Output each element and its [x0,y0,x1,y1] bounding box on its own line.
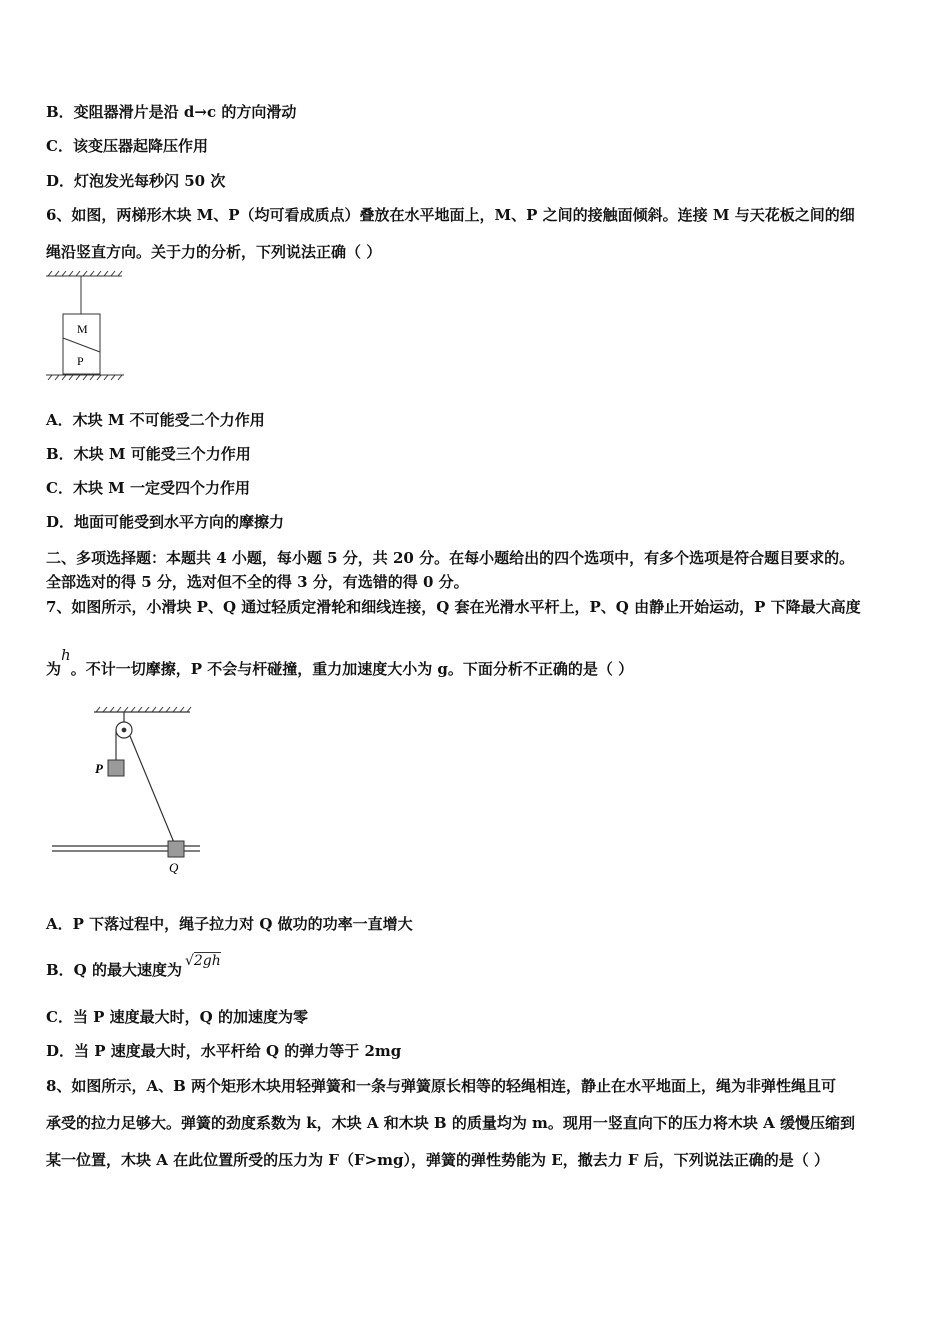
q7-symbol-h: h [61,646,71,664]
q7-stem-line2 [46,646,634,679]
q7-option-b [46,953,221,981]
q8-stem-line1: 8、如图所示，A、B 两个矩形木块用轻弹簧和一条与弹簧原长相等的轻绳相连，静止在水平地面上，绳为非弹性绳且可 [46,1077,836,1095]
label-p: P [95,761,103,776]
q6-stem-line2: 绳沿竖直方向。关于力的分析，下列说法正确（ ） [46,243,382,261]
section2-line1: 二、多项选择题：本题共 4 小题，每小题 5 分，共 20 分。在每小题给出的四个选项中，有多个选项是符合题目要求的。 [46,549,855,567]
q8-stem-line2: 承受的拉力足够大。弹簧的劲度系数为 k，木块 A 和木块 B 的质量均为 m。现用一竖直向下的压力将木块 A 缓慢压缩到 [46,1114,856,1132]
q7-option-d: D．当 P 速度最大时，水平杆给 Q 的弹力等于 2mg [46,1042,402,1060]
q7-option-b-formula: √2gh [184,953,221,969]
q6-figure [44,270,128,385]
q7-option-b-prefix: B．Q 的最大速度为 [46,961,182,979]
q6-option-d: D．地面可能受到水平方向的摩擦力 [46,513,285,531]
contact-surface [63,338,100,352]
q6-option-a: A．木块 M 不可能受二个力作用 [46,411,265,429]
q5-option-b: B．变阻器滑片是沿 d→c 的方向滑动 [46,103,297,121]
string-to-q [130,736,175,845]
q7-stem-line1: 7、如图所示，小滑块 P、Q 通过轻质定滑轮和细线连接，Q 套在光滑水平杆上，P、Q 由静止开始运动，P 下降最大高度 [46,598,861,616]
q7-stem-rest: 。不计一切摩擦，P 不会与杆碰撞，重力加速度大小为 g。下面分析不正确的是（ ） [70,660,634,678]
q7-option-a: A．P 下落过程中，绳子拉力对 Q 做功的功率一直增大 [46,915,413,933]
q7-figure [48,702,208,880]
q7-option-c: C．当 P 速度最大时，Q 的加速度为零 [46,1008,308,1026]
label-q: Q [169,860,179,875]
q6-option-b: B．木块 M 可能受三个力作用 [46,445,251,463]
q5-option-c: C．该变压器起降压作用 [46,137,208,155]
section2-line2: 全部选对的得 5 分，选对但不全的得 3 分，有选错的得 0 分。 [46,573,469,591]
block-p [108,760,124,776]
label-m: M [77,322,88,336]
label-p: P [77,354,84,368]
q8-stem-line3: 某一位置，木块 A 在此位置所受的压力为 F（F>mg），弹簧的弹性势能为 E，撤去力 F 后，下列说法正确的是（ ） [46,1151,830,1169]
sqrt-radicand: 2gh [193,953,221,969]
q5-option-d: D．灯泡发光每秒闪 50 次 [46,172,226,190]
block-q [168,841,184,857]
q6-option-c: C．木块 M 一定受四个力作用 [46,479,250,497]
q6-stem-line1: 6、如图，两梯形木块 M、P（均可看成质点）叠放在水平地面上，M、P 之间的接触面倾斜。连接 M 与天花板之间的细 [46,206,855,224]
q7-stem-prefix: 为 [46,660,62,678]
